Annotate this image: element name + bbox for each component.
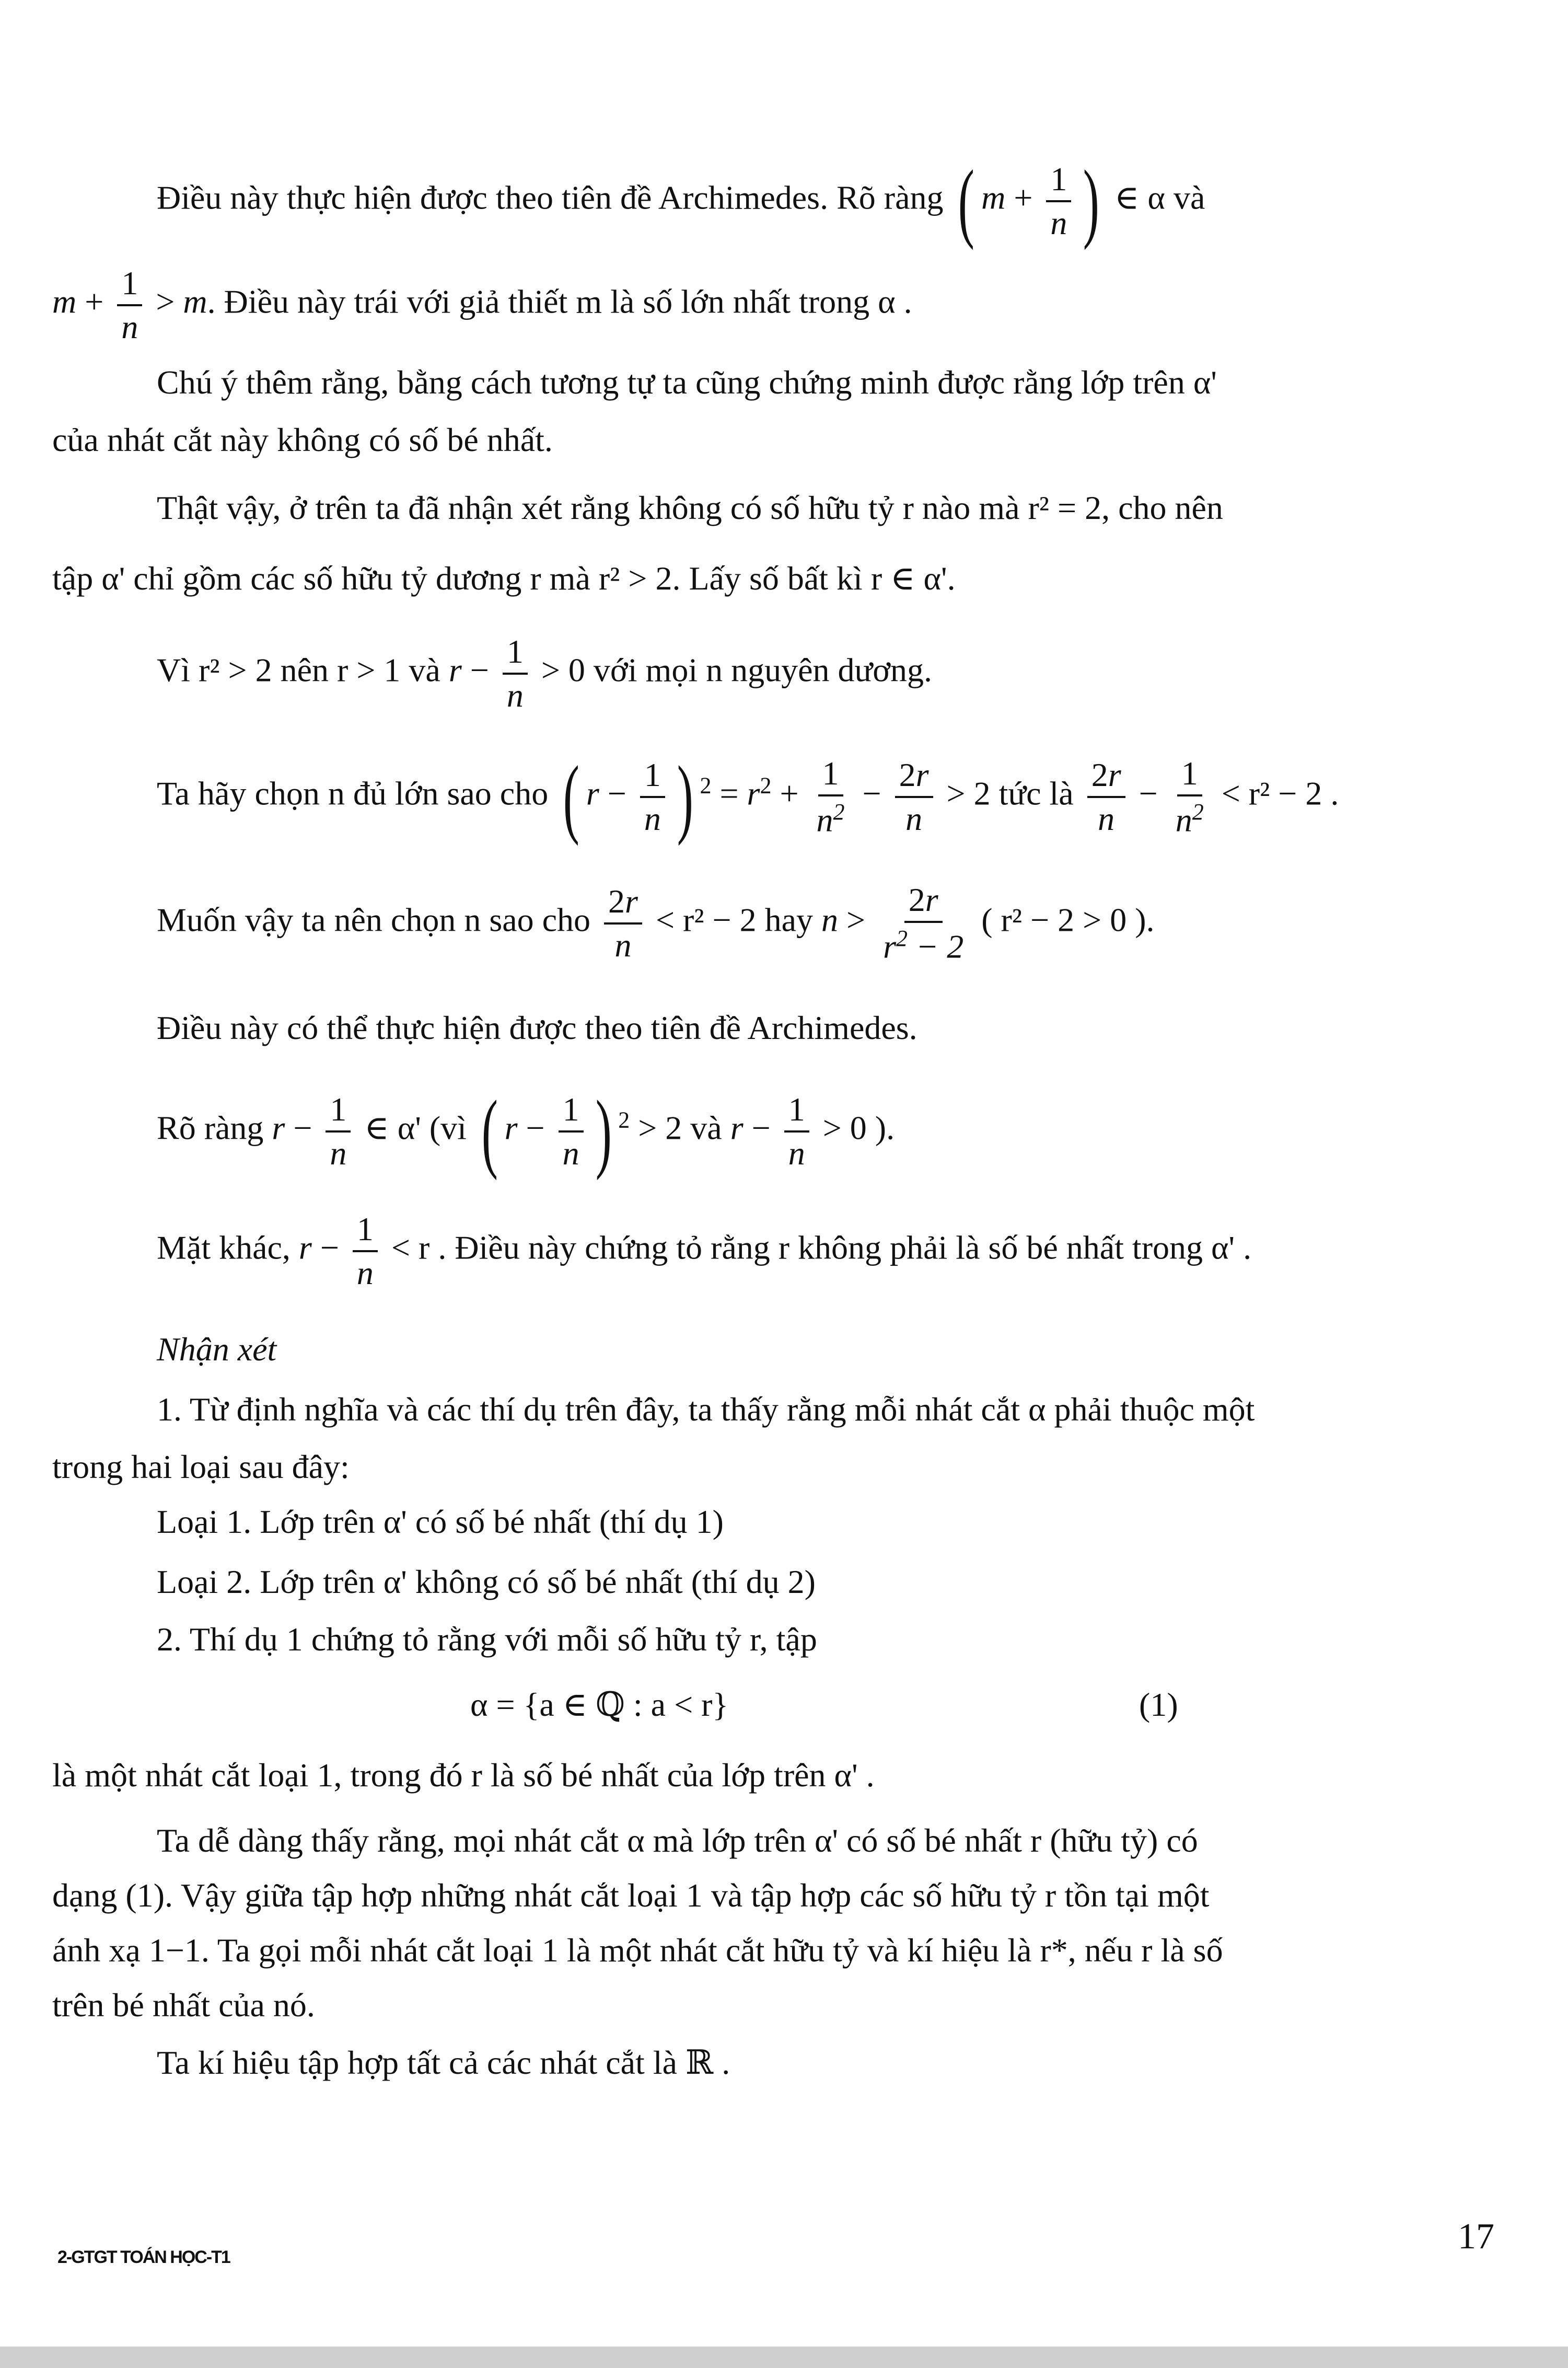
p4-line-2: tập α' chỉ gồm các số hữu tỷ dương r mà r² > 2. Lấy số bất kì r ∈ α'. — [52, 560, 956, 597]
p6-tail: < r² − 2 . — [1221, 775, 1339, 812]
frac-1-n: $\frac{1}{n}$ — [1046, 163, 1071, 240]
scan-bottom-edge — [0, 2347, 1568, 2368]
p6-mid: > 2 tức là — [946, 775, 1074, 812]
p10-text: Mặt khác, — [157, 1229, 291, 1266]
p2-line: m + $\frac{1}{n}$ > m. Điều này trái với giả thiết m là số lớn nhất trong α . — [52, 264, 912, 345]
p1-tail: ∈ α và — [1114, 179, 1205, 216]
paren-open: ( — [563, 748, 580, 846]
paren-open: ( — [958, 152, 975, 250]
remark2-line: 2. Thí dụ 1 chứng tỏ rằng với mỗi số hữu tỷ r, tập — [157, 1621, 817, 1658]
paren-close: ) — [1083, 152, 1100, 250]
p1-text: Điều này thực hiện được theo tiên đề Archimedes. Rõ ràng — [157, 179, 944, 216]
frac-1-n: $\frac{1}{n}$ — [503, 635, 528, 712]
p9-text: Rõ ràng — [157, 1109, 264, 1147]
p9-b: ∈ α' (vì — [364, 1109, 467, 1147]
remark5-line: Ta kí hiệu tập hợp tất cả các nhát cắt là ℝ . — [157, 2044, 730, 2081]
p4-line-1: Thật vậy, ở trên ta đã nhận xét rằng không có số hữu tỷ r nào mà r² = 2, cho nên — [157, 489, 1223, 526]
p10-tail: < r . Điều này chứng tỏ rằng r không phải là số bé nhất trong α' . — [391, 1229, 1252, 1266]
p8-line: Điều này có thể thực hiện được theo tiên đề Archimedes. — [157, 1009, 917, 1046]
p9-c: > 2 và — [638, 1109, 722, 1147]
remark1-line-2: trong hai loại sau đây: — [52, 1448, 350, 1485]
p6-line: Ta hãy chọn n đủ lớn sao cho ( r − $\frac{1}{n}$ ) $^2 = r^2$ + $\frac{1}{n^2}$ − $\frac{2r}{n}$ > 2 tức là $\frac{2r}{n}$ − $\frac{1}{n^2}$ < r² − 2 . — [157, 748, 1339, 846]
p1-line: Điều này thực hiện được theo tiên đề Archimedes. Rõ ràng ( m + $\frac{1}{n}$ ) ∈ α và — [157, 152, 1205, 250]
p7-line: Muốn vậy ta nên chọn n sao cho $\frac{2r}{n}$ < r² − 2 hay n > $\frac{2r}{r^2 - 2}$ ( r² − 2 > 0 ). — [157, 881, 1155, 965]
type2-line: Loại 2. Lớp trên α' không có số bé nhất (thí dụ 2) — [157, 1563, 816, 1600]
p5-text: Vì r² > 2 nên r > 1 và — [157, 651, 440, 689]
p7-tail: ( r² − 2 > 0 ). — [981, 901, 1155, 939]
formula: α = {a ∈ ℚ : a < r} — [470, 1686, 729, 1723]
p6-text: Ta hãy chọn n đủ lớn sao cho — [157, 775, 549, 812]
type1-line: Loại 1. Lớp trên α' có số bé nhất (thí dụ 1) — [157, 1503, 724, 1540]
p7-mid: < r² − 2 hay — [655, 901, 814, 939]
formula-tag: (1) — [1139, 1686, 1178, 1723]
page-number: 17 — [1458, 2216, 1494, 2257]
remark4-line-3: ánh xạ 1−1. Ta gọi mỗi nhát cắt loại 1 là một nhát cắt hữu tỷ và kí hiệu là r*, nếu r là số — [52, 1932, 1223, 1969]
remark4-line-2: dạng (1). Vậy giữa tập hợp những nhát cắt loại 1 và tập hợp các số hữu tỷ r tồn tại một — [52, 1877, 1210, 1914]
p9-line: Rõ ràng r − $\frac{1}{n}$ ∈ α' (vì ( r − $\frac{1}{n}$ ) $^2$ > 2 và r − $\frac{1}{n}$ > 0 ). — [157, 1082, 895, 1181]
remark4-line-4: trên bé nhất của nó. — [52, 1986, 315, 2024]
p7-text: Muốn vậy ta nên chọn n sao cho — [157, 901, 591, 939]
p2-text: . Điều này trái với giả thiết m là số lớn nhất trong α . — [207, 283, 912, 320]
p9-d: > 0 ). — [822, 1109, 895, 1147]
paren-close: ) — [595, 1082, 612, 1181]
footer-label: 2-GTGT TOÁN HỌC-T1 — [57, 2247, 230, 2267]
remark4-line-1: Ta dễ dàng thấy rằng, mọi nhát cắt α mà lớp trên α' có số bé nhất r (hữu tỷ) có — [157, 1822, 1198, 1859]
frac-1-n: $\frac{1}{n}$ — [117, 267, 142, 344]
p5-line: Vì r² > 2 nên r > 1 và r − $\frac{1}{n}$ > 0 với mọi n nguyên dương. — [157, 633, 933, 714]
p5-tail: > 0 với mọi n nguyên dương. — [541, 651, 933, 689]
paren-open: ( — [481, 1082, 498, 1181]
p3-line-1: Chú ý thêm rằng, bằng cách tương tự ta cũng chứng minh được rằng lớp trên α' — [157, 364, 1217, 401]
remark3-line: là một nhát cắt loại 1, trong đó r là số bé nhất của lớp trên α' . — [52, 1757, 875, 1794]
remark-heading: Nhận xét — [157, 1331, 277, 1368]
paren-close: ) — [677, 748, 693, 846]
p10-line: Mặt khác, r − $\frac{1}{n}$ < r . Điều này chứng tỏ rằng r không phải là số bé nhất trong α' . — [157, 1210, 1252, 1291]
p3-line-2: của nhát cắt này không có số bé nhất. — [52, 421, 553, 458]
remark1-line-1: 1. Từ định nghĩa và các thí dụ trên đây, ta thấy rằng mỗi nhát cắt α phải thuộc một — [157, 1391, 1255, 1428]
